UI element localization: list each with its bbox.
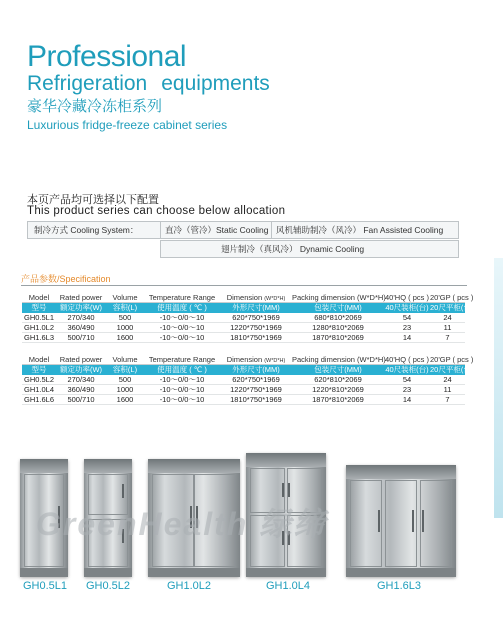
subtitle [27,73,270,94]
cell-packing: 1870*810*2069 [312,395,364,404]
header-model: Model [28,293,50,302]
cell-20gp: 24 [443,313,452,322]
cell-volume: 1000 [116,385,134,394]
spec-table-2 [22,354,474,405]
table-row [22,333,465,343]
fridge-gh16l3-image [346,465,456,577]
table-header-cn [22,365,474,375]
subtitle-part2: equipments [161,72,270,95]
header-cn-dimension: 外形尺寸(MM) [232,303,280,312]
cell-dimension: 1220*750*1969 [230,385,282,394]
title-cn: 豪华冷藏冷冻柜系列 [27,98,163,115]
model-label: GH1.0L4 [266,580,311,592]
cell-dimension: 1810*750*1969 [230,395,282,404]
cell-40hq: 14 [402,395,412,404]
cooling-config-row [27,221,459,239]
table-row [22,395,465,405]
cell-model: GH0.5L2 [23,375,55,384]
cell-power: 360/490 [67,385,95,394]
cell-packing: 1280*810*2069 [312,323,364,332]
header-20gp: 20'GP ( pcs ) [430,293,474,302]
cell-volume: 1600 [116,333,134,342]
cell-20gp: 24 [443,375,452,384]
model-label: GH1.6L3 [377,580,422,592]
spec-table-1 [22,292,474,343]
header-cn-volume: 容积(L) [112,365,138,374]
header-rated-power: Rated power [59,293,103,302]
cell-dimension: 1810*750*1969 [230,333,282,342]
page-edge-strip [494,258,503,518]
header-cn-model: 型号 [31,365,47,374]
header-40hq: 40'HQ ( pcs ) [385,293,429,302]
cell-temp: -10～0/0～10 [159,375,205,384]
header-cn-40hq: 40尺装柜(台) [385,365,429,374]
header-packing: Packing dimension (W*D*H) [292,293,386,302]
cell-model: GH1.6L6 [23,395,55,404]
model-label: GH0.5L1 [23,580,68,592]
table-row [22,313,465,323]
cell-volume: 500 [118,375,132,384]
cell-dimension: 1220*750*1969 [230,323,282,332]
header-dimension-unit: (W*D*H) [264,358,286,364]
cell-packing: 1870*810*2069 [312,333,364,342]
cell-packing: 1220*810*2069 [312,385,364,394]
cell-temp: -10～0/0～10 [159,385,205,394]
spec-label: 产品参数/Specification [21,274,111,284]
cell-model: GH0.5L1 [23,313,55,322]
header-rated-power: Rated power [59,355,103,364]
fan-assisted-cooling: 风机辅助制冷（风冷） Fan Assisted Cooling [271,222,443,238]
header-cn-20gp: 20尺平柜(台) [430,365,474,374]
cooling-config-row-2 [160,240,459,258]
header-cn-packing: 包装尺寸(MM) [314,365,362,374]
header-cn-volume: 容积(L) [112,303,138,312]
cell-packing: 620*810*2069 [314,375,362,384]
cell-40hq: 54 [402,375,412,384]
header-cn-power: 额定功率(W) [59,303,103,312]
header-cn-model: 型号 [31,303,47,312]
cell-power: 360/490 [67,323,95,332]
cell-40hq: 54 [402,313,412,322]
cell-40hq: 14 [402,333,412,342]
table-header-en [22,292,474,303]
header-dimension-unit: (W*D*H) [264,296,286,302]
cell-dimension: 620*750*1969 [232,375,280,384]
model-label: GH1.0L2 [167,580,212,592]
header-volume: Volume [112,355,138,364]
cell-20gp: 11 [443,323,452,332]
cell-power: 500/710 [67,333,95,342]
watermark: GreenHealth 绿缔 [36,506,328,542]
header-packing: Packing dimension (W*D*H) [292,355,386,364]
cell-power: 500/710 [67,395,95,404]
cell-40hq: 23 [402,323,412,332]
header-model: Model [28,355,50,364]
header-temp-range: Temperature Range [148,293,216,302]
cell-volume: 500 [118,313,132,322]
cell-power: 270/340 [67,313,95,322]
cell-20gp: 7 [445,333,450,342]
cell-40hq: 23 [402,385,412,394]
header-temp-range: Temperature Range [148,355,216,364]
table-header-cn [22,303,474,313]
header-volume: Volume [112,293,138,302]
model-label: GH0.5L2 [86,580,131,592]
model-labels [0,580,503,596]
allocation-cn: 本页产品均可选择以下配置 [27,194,159,206]
title: Professional [27,40,187,73]
cell-20gp: 7 [445,395,450,404]
subtitle-part1: Refrigeration [27,72,148,95]
header-dimension-text: Dimension [226,355,263,364]
header-20gp: 20'GP ( pcs ) [430,355,474,364]
spec-divider [21,285,467,286]
header-dimension-text: Dimension [226,293,263,302]
table-row [22,323,465,333]
cell-model: GH1.0L2 [23,323,55,332]
header-cn-power: 额定功率(W) [59,365,103,374]
header-cn-temp: 使用温度 ( ℃ ) [157,303,207,312]
table-row [22,385,465,395]
static-cooling: 直冷（管冷）Static Cooling [160,222,268,238]
table-row [22,375,465,385]
title-en: Luxurious fridge-freeze cabinet series [27,118,228,132]
header-cn-dimension: 外形尺寸(MM) [232,365,280,374]
table-header-en [22,354,474,365]
cell-volume: 1600 [116,395,134,404]
cell-20gp: 11 [443,385,452,394]
dynamic-cooling: 翅片制冷（真风冷） Dynamic Cooling [221,244,365,254]
cell-model: GH1.6L3 [23,333,55,342]
allocation-en: This product series can choose below allocation [27,205,286,217]
cooling-system-label: 制冷方式 Cooling System： [34,225,139,235]
cell-volume: 1000 [116,323,134,332]
cell-temp: -10～0/0～10 [159,333,205,342]
cell-dimension: 620*750*1969 [232,313,280,322]
cell-temp: -10～0/0～10 [159,323,205,332]
cell-packing: 680*810*2069 [314,313,362,322]
header-cn-packing: 包装尺寸(MM) [314,303,362,312]
cell-model: GH1.0L4 [23,385,55,394]
header-40hq: 40'HQ ( pcs ) [385,355,429,364]
cell-temp: -10～0/0～10 [159,313,205,322]
cooling-config-box [27,221,459,259]
header-cn-20gp: 20尺平柜(台) [430,303,474,312]
header-cn-temp: 使用温度 ( ℃ ) [157,365,207,374]
header-cn-40hq: 40尺装柜(台) [385,303,429,312]
cell-power: 270/340 [67,375,95,384]
cell-temp: -10～0/0～10 [159,395,205,404]
